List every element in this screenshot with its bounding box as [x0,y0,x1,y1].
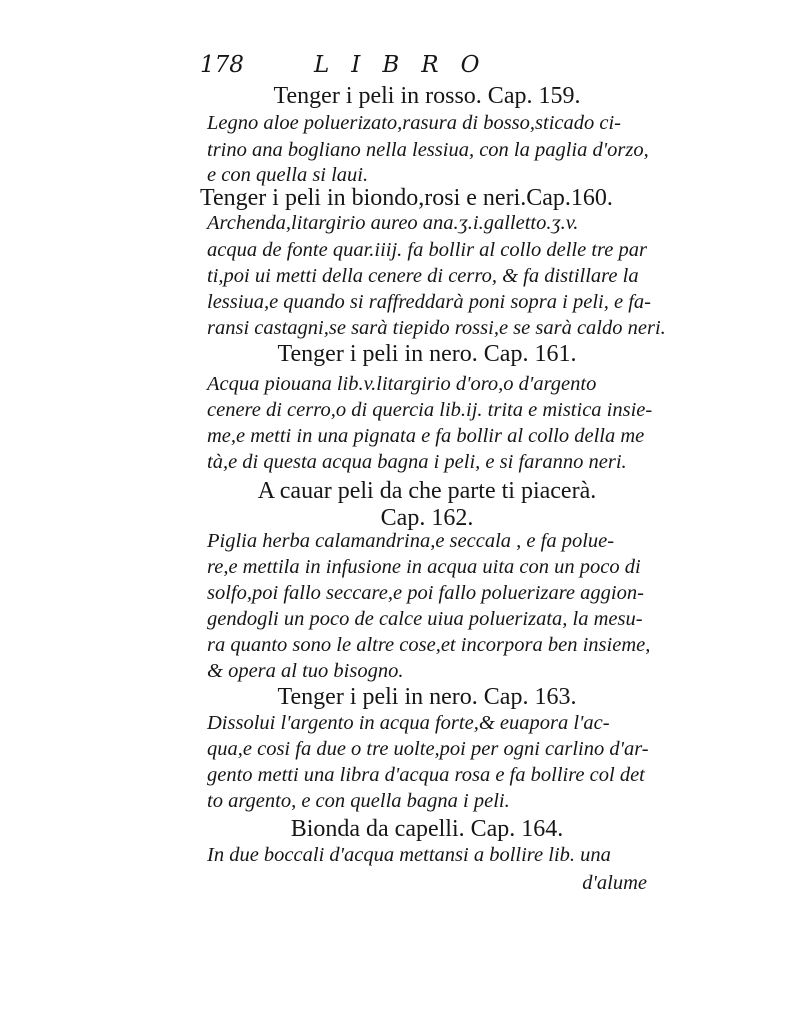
text-line: Archenda,litargirio aureo ana.ʒ.i.galletto.ʒ.v. [207,212,579,234]
text-line: ra quanto sono le altre cose,et incorpora ben insieme, [207,634,651,656]
text-line: ransi castagni,se sarà tiepido rossi,e se sarà caldo neri. [207,317,666,339]
text-line: Piglia herba calamandrina,e seccala , e fa polue- [207,530,615,552]
text-line: re,e mettila in infusione in acqua uita con un poco di [207,556,641,578]
text-line: gento metti una libra d'acqua rosa e fa bollire col det [207,764,645,786]
text-line: Legno aloe poluerizato,rasura di bosso,sticado ci- [207,112,621,134]
text-line: tà,e di questa acqua bagna i peli, e si faranno neri. [207,451,627,473]
text-line: lessiua,e quando si raffreddarà poni sopra i peli, e fa- [207,291,651,313]
chapter-heading: Tenger i peli in nero. Cap. 161. [277,341,577,367]
chapter-heading: Tenger i peli in biondo,rosi e neri.Cap.160. [200,185,613,211]
text-line: Acqua piouana lib.v.litargirio d'oro,o d'argento [207,373,597,395]
text-line: gendogli un poco de calce uiua poluerizata, la mesu- [207,608,643,630]
chapter-heading: Tenger i peli in rosso. Cap. 159. [273,83,581,109]
running-head: LIBRO [314,52,502,78]
text-line: me,e metti in una pignata e fa bollir al collo della me [207,425,645,447]
page-header [200,52,520,82]
text-line: trino ana bogliano nella lessiua, con la paglia d'orzo, [207,139,649,161]
text-line: acqua de fonte quar.iiij. fa bollir al collo delle tre par [207,239,647,261]
chapter-heading: A cauar peli da che parte ti piacerà. [257,478,597,504]
chapter-heading: Bionda da capelli. Cap. 164. [290,816,564,842]
text-line: qua,e cosi fa due o tre uolte,poi per ogni carlino d'ar- [207,738,649,760]
chapter-heading: Cap. 162. [380,505,474,531]
text-line: Dissolui l'argento in acqua forte,& euapora l'ac- [207,712,610,734]
text-line: solfo,poi fallo seccare,e poi fallo poluerizare aggion- [207,582,644,604]
page-number: 178 [200,52,244,78]
chapter-heading: Tenger i peli in nero. Cap. 163. [277,684,577,710]
text-line: e con quella si laui. [207,164,369,186]
text-line: to argento, e con quella bagna i peli. [207,790,510,812]
text-line: cenere di cerro,o di quercia lib.ij. trita e mistica insie- [207,399,653,421]
text-line: & opera al tuo bisogno. [207,660,404,682]
text-line: ti,poi ui metti della cenere di cerro, & fa distillare la [207,265,639,287]
text-line: In due boccali d'acqua mettansi a bollire lib. una [207,844,611,866]
text-line: d'alume [582,872,647,894]
